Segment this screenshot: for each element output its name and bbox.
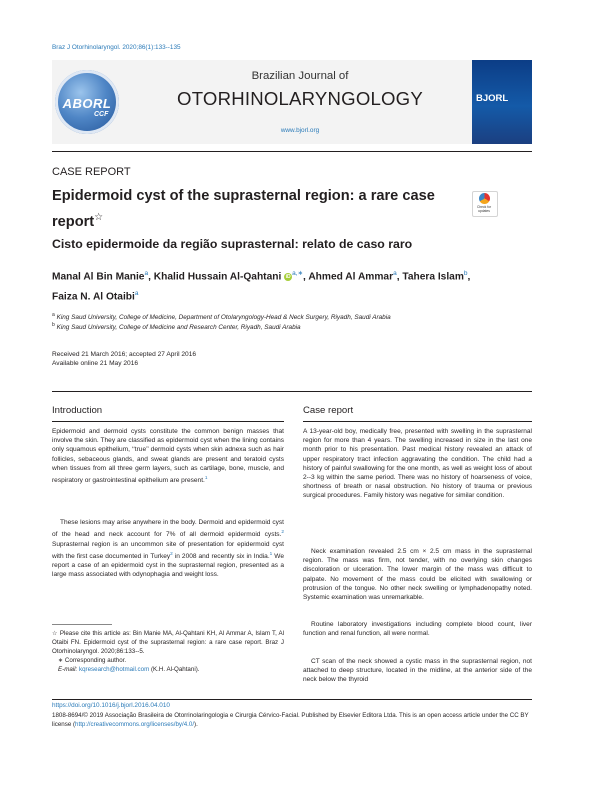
divider	[52, 391, 532, 392]
affil-text: King Saud University, College of Medicine, Department of Otolaryngology-Head & Neck Surgery, Riyadh, Saudi Arabia	[56, 314, 391, 322]
author-sep: ,	[303, 271, 309, 283]
affil-mark: b	[52, 322, 55, 328]
badge-label: Check for updates	[476, 205, 492, 213]
author-affil: a	[144, 270, 149, 277]
journal-title: OTORHINOLARYNGOLOGY	[177, 88, 423, 109]
journal-url[interactable]: www.bjorl.org	[280, 127, 320, 134]
doi-link[interactable]: https://doi.org/10.1016/j.bjorl.2016.04.010	[52, 702, 170, 709]
section-heading-introduction: Introduction	[52, 405, 103, 416]
author-affil: b	[463, 270, 468, 277]
license-text: 1808-8694/© 2019 Associação Brasileira de Otorrinolaringologia e Cirurgia Cérvico-Facial. Published by Elsevier Editora Ltda. This is an open access article under the CC BY license (	[52, 712, 529, 728]
title-footnote-mark: ☆	[94, 212, 104, 223]
license-text: ).	[194, 720, 198, 728]
para-text: These lesions may arise anywhere in the body. Dermoid and epidermoid cyst of the head and neck account for 7% of all dermoid epidermoid cysts.	[52, 519, 284, 539]
case-paragraph-3: Routine laboratory investigations including complete blood count, liver function and renal function, all were normal.	[303, 621, 532, 638]
journal-citation: Braz J Otorhinolaryngol. 2020;86(1):133--135	[52, 44, 181, 51]
author-affil: a	[393, 270, 397, 277]
license-statement	[52, 712, 532, 729]
author: Faiza N. Al Otaibi	[52, 291, 135, 303]
article-title	[52, 186, 452, 233]
case-paragraph-4: CT scan of the neck showed a cystic mass in the suprasternal region, not attached to deep structure, located in the midline, at the anterior side of the neck below the thyroid	[303, 658, 532, 684]
logo-text: ABORL	[62, 96, 112, 111]
online-date: Available online 21 May 2016	[52, 360, 139, 367]
para-text: We report a case of an epidermoid cyst in the suprasternal region, presented as a large mass associated with odynophagia and weight loss.	[52, 552, 285, 579]
logo-sub: CCF	[94, 111, 109, 118]
affil-text: King Saud University, College of Medicine and Research Center, Riyadh, Saudi Arabia	[56, 324, 301, 332]
author-sep: ,	[148, 271, 154, 283]
divider	[52, 421, 284, 422]
citation-ref[interactable]: 2	[281, 529, 284, 535]
article-title-text: Epidermoid cyst of the suprasternal region: a rare case report	[52, 188, 435, 230]
email-owner: (K.H. Al-Qahtani).	[150, 666, 200, 673]
para-text: Suprasternal region is an uncommon site of presentation for epidermoid cyst with the first case documented in Turkey	[52, 540, 284, 560]
author-list	[52, 266, 532, 306]
author-sep: ,	[396, 271, 403, 283]
affiliation-b	[52, 322, 532, 331]
article-subtitle: Cisto epidermoide da região suprasternal: relato de caso raro	[52, 237, 413, 251]
citation-ref[interactable]: 1	[269, 550, 273, 556]
author-affil: a,∗	[292, 270, 304, 277]
citation-ref[interactable]: 2	[170, 550, 173, 556]
author-sep: ,	[467, 271, 471, 283]
section-heading-case-report: Case report	[303, 405, 354, 416]
affiliation-a	[52, 312, 532, 321]
author: Tahera Islam	[402, 271, 464, 283]
article-type: CASE REPORT	[52, 166, 131, 178]
author: Khalid Hussain Al-Qahtani	[153, 271, 282, 283]
citation-ref[interactable]: 1	[204, 475, 208, 481]
case-paragraph-2: Neck examination revealed 2.5 cm × 2.5 cm mass in the suprasternal region. The mass was firm, not tender, with no overlying skin changes discoloration or ulceration. The lower margin of the mass was difficult to palpate. No movement of the mass could be elicited with swallowing or protrusion of the tongue. No other neck swelling or lymphadenopathy noted. Systemic examination was unremarkable.	[303, 548, 532, 602]
cover-title: BJORL	[476, 93, 509, 104]
corresponding-author: ∗ Corresponding author.	[58, 657, 127, 664]
divider	[303, 421, 532, 422]
email-line	[58, 666, 284, 675]
footnote-divider	[52, 624, 112, 625]
update-icon	[479, 193, 490, 204]
email-label: E-mail:	[58, 666, 78, 673]
divider	[52, 699, 532, 700]
license-link[interactable]: http://creativecommons.org/licenses/by/4.0/	[75, 720, 195, 728]
introduction-paragraph-1	[52, 427, 284, 485]
author: Manal Al Bin Manie	[52, 271, 145, 283]
affil-mark: a	[52, 312, 55, 318]
received-date: Received 21 March 2016; accepted 27 April 2016	[52, 351, 197, 358]
divider	[52, 151, 532, 152]
journal-name: Brazilian Journal of	[251, 70, 349, 82]
para-text: Epidermoid and dermoid cysts constitute the common benign masses that involve the skin. They are classified as epidermoid cyst when the lining contains only squamous epithelium, ‘‘true’’ dermoid cysts when skin adnexa such as hair follicles, sebaceous glands, and sweat glands are present and teratoid cysts when tissues from all three germ layers, such as cartilage, bone, muscle, and respiratory or gastrointestinal epithelium are present.	[52, 428, 284, 485]
author-affil: a	[134, 289, 139, 297]
introduction-paragraph-2	[52, 518, 284, 580]
author: Ahmed Al Ammar	[308, 271, 394, 283]
case-paragraph-1: A 13-year-old boy, medically free, presented with swelling in the suprasternal region for more than 4 years. The swelling increased in size in the last one month prior to his presentation. Past medical history revealed an attack of upper respiratory tract infection aggravating the condition. The child had a history of painful swallowing for the one month, as well as weight loss of about 2--3 kg within the same period. There was no history of hoarseness of voice, shortness of breath or nasal obstruction. No history of trauma or previous surgical procedures. Family history was negative for similar condition.	[303, 428, 532, 500]
citation-footnote: ☆ Please cite this article as: Bin Manie MA, Al-Qahtani KH, Al Ammar A, Islam T, Al Otaibi FN. Epidermoid cyst of the suprasternal region: a rare case report. Braz J Otorhinolaryngol. 2020;86:133--5.	[52, 630, 284, 655]
orcid-icon[interactable]: iD	[285, 273, 291, 280]
para-text: in 2008 and recently six in India.	[172, 552, 270, 560]
email-link[interactable]: kqresearch@hotmail.com	[79, 666, 150, 673]
